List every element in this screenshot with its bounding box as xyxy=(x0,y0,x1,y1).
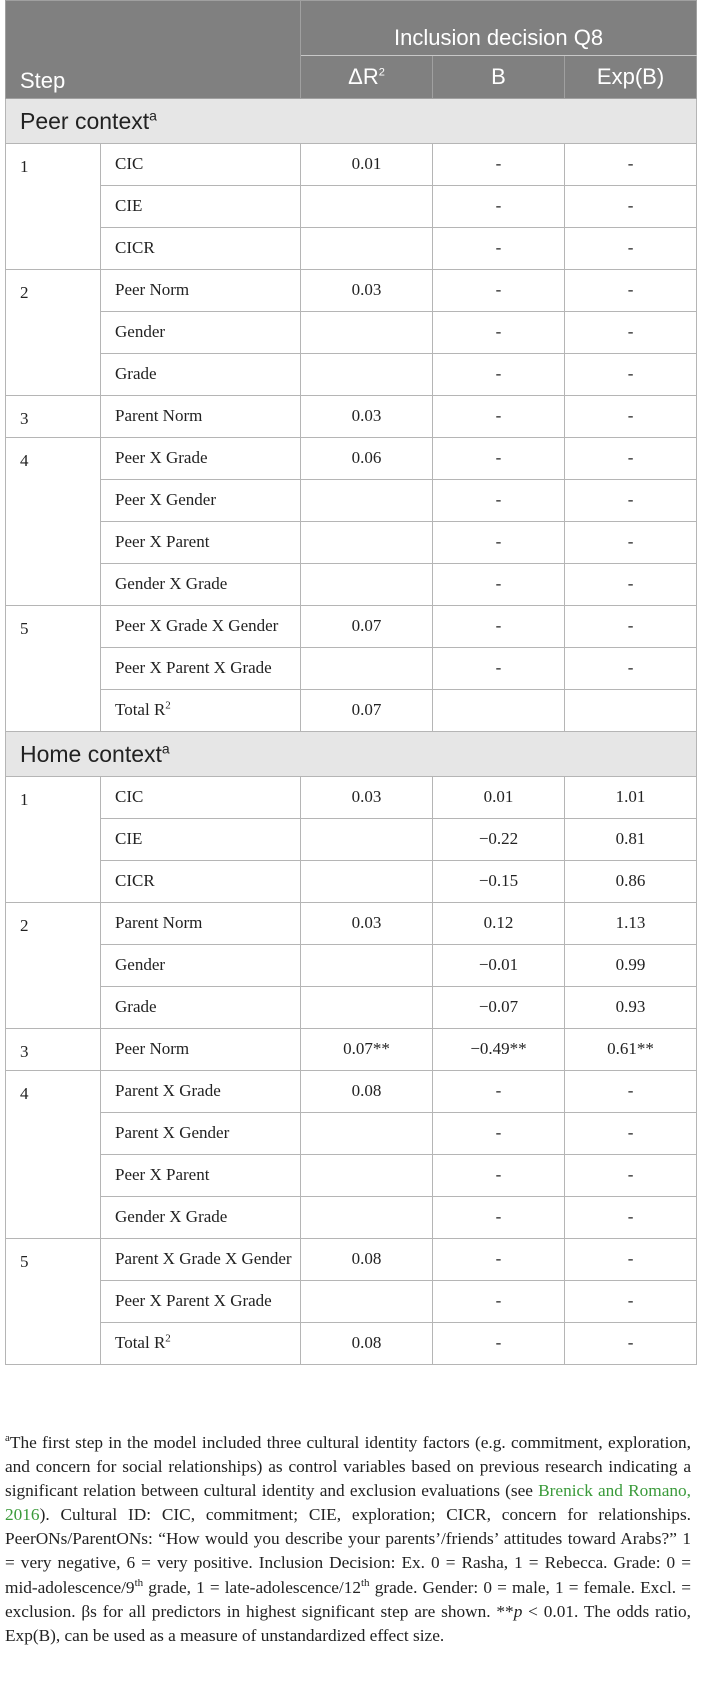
delta-r2-value xyxy=(301,1113,433,1155)
predictor-label: Parent Norm xyxy=(101,396,301,438)
expb-value: - xyxy=(565,1197,697,1239)
b-value: - xyxy=(433,1071,565,1113)
expb-value: - xyxy=(565,312,697,354)
expb-header: Exp(B) xyxy=(565,56,697,99)
expb-value: - xyxy=(565,1071,697,1113)
delta-r2-value xyxy=(301,987,433,1029)
delta-r2-value: 0.03 xyxy=(301,777,433,819)
step-number: 4 xyxy=(6,438,101,606)
b-value: - xyxy=(433,564,565,606)
table-row xyxy=(6,945,697,987)
predictor-label: Parent X Gender xyxy=(101,1113,301,1155)
predictor-label: Peer X Grade X Gender xyxy=(101,606,301,648)
b-value: - xyxy=(433,1239,565,1281)
table-row xyxy=(6,144,697,186)
delta-r2-value xyxy=(301,186,433,228)
delta-r2-value xyxy=(301,522,433,564)
b-value: - xyxy=(433,438,565,480)
b-value: - xyxy=(433,522,565,564)
b-value: - xyxy=(433,354,565,396)
predictor-label: CICR xyxy=(101,861,301,903)
delta-r2-value: 0.07 xyxy=(301,690,433,732)
expb-value: - xyxy=(565,606,697,648)
expb-value: - xyxy=(565,1323,697,1365)
step-number: 2 xyxy=(6,270,101,396)
table-row xyxy=(6,396,697,438)
table-row xyxy=(6,861,697,903)
step-number: 5 xyxy=(6,606,101,732)
predictor-label: Parent X Grade xyxy=(101,1071,301,1113)
delta-r2-value: 0.07 xyxy=(301,606,433,648)
delta-r2-value xyxy=(301,819,433,861)
expb-value: - xyxy=(565,144,697,186)
b-value xyxy=(433,690,565,732)
predictor-label: Grade xyxy=(101,354,301,396)
expb-value: 0.86 xyxy=(565,861,697,903)
step-number: 5 xyxy=(6,1239,101,1365)
predictor-label: Parent Norm xyxy=(101,903,301,945)
predictor-label: Peer X Grade xyxy=(101,438,301,480)
table-row xyxy=(6,606,697,648)
table-row xyxy=(6,1197,697,1239)
delta-r2-header: $\Delta R^2$ xyxy=(301,56,433,99)
b-value: - xyxy=(433,480,565,522)
predictor-label: CIC xyxy=(101,777,301,819)
predictor-label: Peer X Gender xyxy=(101,480,301,522)
step-header: Step xyxy=(6,1,301,99)
table-row xyxy=(6,354,697,396)
table-row xyxy=(6,312,697,354)
expb-value: 1.13 xyxy=(565,903,697,945)
delta-r2-value: 0.03 xyxy=(301,396,433,438)
expb-value: - xyxy=(565,1281,697,1323)
table-footnote: $^a$The first step in the model included three cultural identity factors (e.g. commitment, exploration, and concern for social relationships) as control variables based on previous research indicating a significant relation between cultural identity and exclusion evaluations (see Brenick and Romano, 2016). Cultural ID: CIC, commitment; CIE, exploration; CICR, concern for relationships. PeerONs/ParentONs: “How would you describe your parents’/friends’ attitudes toward Arabs?” 1 = very negative, 6 = very positive. Inclusion Decision: Ex. 0 = Rasha, 1 = Rebecca. Grade: 0 = mid-adolescence/9th grade, 1 = late-adolescence/12th grade. Gender: 0 = male, 1 = female. Excl. = exclusion. βs for all predictors in highest significant step are shown. **p < 0.01. The odds ratio, Exp(B), can be used as a measure of unstandardized effect size. xyxy=(5,1432,692,1645)
home-context-title: Home context$^a$ xyxy=(6,732,697,777)
step-number: 2 xyxy=(6,903,101,1029)
delta-r2-value xyxy=(301,648,433,690)
expb-value: - xyxy=(565,228,697,270)
expb-value: 1.01 xyxy=(565,777,697,819)
table-row xyxy=(6,1155,697,1197)
home-context-section xyxy=(6,732,697,777)
step-number: 4 xyxy=(6,1071,101,1239)
b-value: −0.07 xyxy=(433,987,565,1029)
predictor-label: Total $R^2$ xyxy=(101,690,301,732)
b-value: - xyxy=(433,1281,565,1323)
delta-r2-value: 0.08 xyxy=(301,1323,433,1365)
delta-r2-value: 0.03 xyxy=(301,270,433,312)
citation-link[interactable]: Brenick and Romano, 2016 xyxy=(5,1481,692,1525)
b-value: - xyxy=(433,648,565,690)
expb-value: 0.93 xyxy=(565,987,697,1029)
b-value: - xyxy=(433,186,565,228)
predictor-label: Parent X Grade X Gender xyxy=(101,1239,301,1281)
expb-value: 0.81 xyxy=(565,819,697,861)
predictor-label: Gender xyxy=(101,945,301,987)
expb-value: - xyxy=(565,396,697,438)
b-value: 0.01 xyxy=(433,777,565,819)
delta-r2-value xyxy=(301,480,433,522)
delta-r2-value: 0.03 xyxy=(301,903,433,945)
table-row xyxy=(6,1071,697,1113)
table-row xyxy=(6,1113,697,1155)
expb-value: 0.99 xyxy=(565,945,697,987)
table-row xyxy=(6,648,697,690)
b-value: - xyxy=(433,1323,565,1365)
delta-r2-value xyxy=(301,1197,433,1239)
expb-value xyxy=(565,690,697,732)
predictor-label: Grade xyxy=(101,987,301,1029)
b-value: −0.22 xyxy=(433,819,565,861)
table-row xyxy=(6,270,697,312)
table-row xyxy=(6,690,697,732)
table-row xyxy=(6,777,697,819)
predictor-label: CIC xyxy=(101,144,301,186)
b-value: 0.12 xyxy=(433,903,565,945)
delta-r2-value: 0.08 xyxy=(301,1239,433,1281)
b-value: - xyxy=(433,396,565,438)
delta-r2-value: 0.01 xyxy=(301,144,433,186)
expb-value: - xyxy=(565,648,697,690)
expb-value: - xyxy=(565,1155,697,1197)
delta-r2-value xyxy=(301,1155,433,1197)
expb-value: - xyxy=(565,354,697,396)
predictor-label: Peer X Parent xyxy=(101,522,301,564)
delta-r2-value xyxy=(301,945,433,987)
peer-context-section xyxy=(6,99,697,144)
delta-r2-value xyxy=(301,1281,433,1323)
step-number: 3 xyxy=(6,396,101,438)
table-row xyxy=(6,186,697,228)
predictor-label: Peer X Parent X Grade xyxy=(101,648,301,690)
delta-r2-value: 0.07** xyxy=(301,1029,433,1071)
step-number: 1 xyxy=(6,144,101,270)
expb-value: 0.61** xyxy=(565,1029,697,1071)
table-row xyxy=(6,438,697,480)
b-value: - xyxy=(433,228,565,270)
expb-value: - xyxy=(565,186,697,228)
b-value: - xyxy=(433,1197,565,1239)
table-row xyxy=(6,1323,697,1365)
predictor-label: Gender X Grade xyxy=(101,564,301,606)
expb-value: - xyxy=(565,438,697,480)
b-value: - xyxy=(433,144,565,186)
predictor-label: CIE xyxy=(101,186,301,228)
table-row xyxy=(6,1029,697,1071)
table-row xyxy=(6,564,697,606)
b-value: - xyxy=(433,606,565,648)
b-value: −0.01 xyxy=(433,945,565,987)
predictor-label: Peer X Parent X Grade xyxy=(101,1281,301,1323)
delta-r2-value: 0.08 xyxy=(301,1071,433,1113)
table-row xyxy=(6,228,697,270)
expb-value: - xyxy=(565,270,697,312)
delta-r2-value xyxy=(301,228,433,270)
table-row xyxy=(6,1281,697,1323)
predictor-label: CICR xyxy=(101,228,301,270)
predictor-label: Peer Norm xyxy=(101,270,301,312)
delta-r2-value xyxy=(301,312,433,354)
step-number: 1 xyxy=(6,777,101,903)
table-row xyxy=(6,480,697,522)
delta-r2-value: 0.06 xyxy=(301,438,433,480)
delta-r2-value xyxy=(301,354,433,396)
predictor-label: Total $R^2$ xyxy=(101,1323,301,1365)
b-header: B xyxy=(433,56,565,99)
expb-value: - xyxy=(565,1239,697,1281)
delta-r2-value xyxy=(301,861,433,903)
expb-value: - xyxy=(565,1113,697,1155)
predictor-label: Gender X Grade xyxy=(101,1197,301,1239)
predictor-label: Peer X Parent xyxy=(101,1155,301,1197)
delta-r2-value xyxy=(301,564,433,606)
b-value: - xyxy=(433,270,565,312)
expb-value: - xyxy=(565,480,697,522)
b-value: - xyxy=(433,312,565,354)
step-number: 3 xyxy=(6,1029,101,1071)
b-value: −0.49** xyxy=(433,1029,565,1071)
table-row xyxy=(6,522,697,564)
peer-context-title: Peer context$^a$ xyxy=(6,99,697,144)
regression-table xyxy=(5,0,697,1365)
b-value: - xyxy=(433,1113,565,1155)
inclusion-decision-header: Inclusion decision Q8 xyxy=(301,1,697,56)
b-value: - xyxy=(433,1155,565,1197)
table-row xyxy=(6,1239,697,1281)
table-row xyxy=(6,903,697,945)
table-row xyxy=(6,819,697,861)
predictor-label: Gender xyxy=(101,312,301,354)
b-value: −0.15 xyxy=(433,861,565,903)
table-row xyxy=(6,987,697,1029)
expb-value: - xyxy=(565,522,697,564)
expb-value: - xyxy=(565,564,697,606)
predictor-label: CIE xyxy=(101,819,301,861)
predictor-label: Peer Norm xyxy=(101,1029,301,1071)
